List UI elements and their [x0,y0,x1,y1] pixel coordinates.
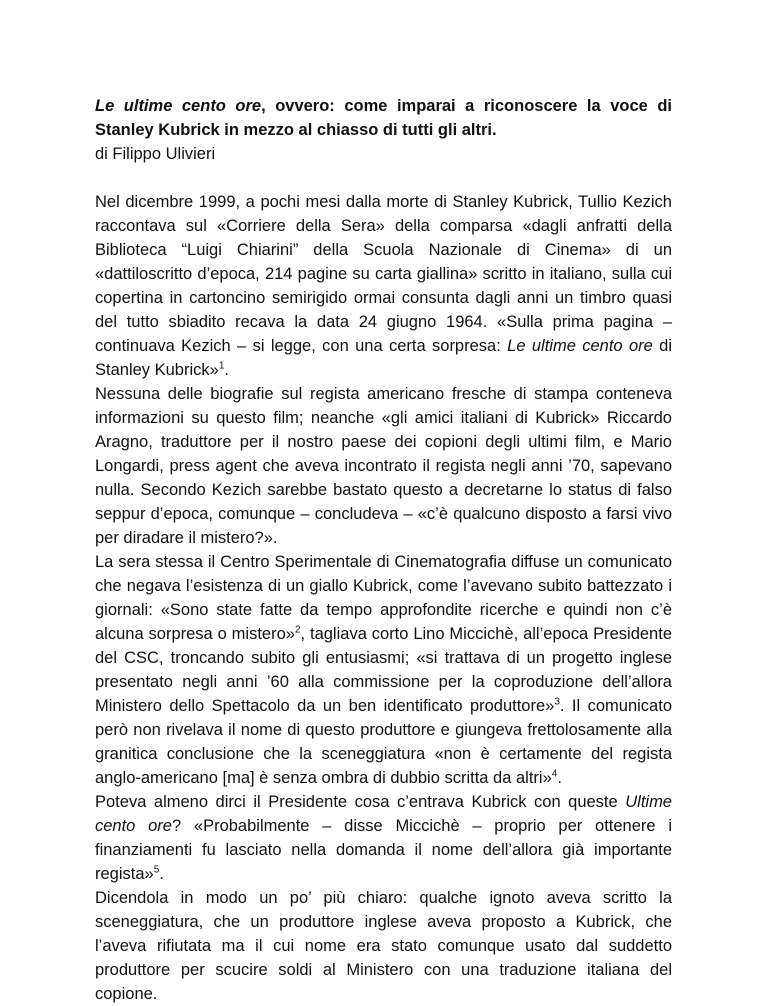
footnote-ref-5: 5 [153,864,160,876]
paragraph-5: Dicendola in modo un po’ più chiaro: qualche ignoto aveva scritto la sceneggiatura, che un produttore inglese aveva proposto a Kubrick, che l’aveva rifiutata ma il cui nome era stato comunque usato dal suddetto produttore per scucire soldi al Ministero con una traduzione italiana del copione. [95,889,672,1003]
paragraph-1: Nel dicembre 1999, a pochi mesi dalla morte di Stanley Kubrick, Tullio Kezich raccontava sul «Corriere della Sera» della comparsa «dagli anfratti della Biblioteca “Luigi Chiarini” della Scuola Nazionale di Cinema» di un «dattiloscritto d’epoca, 214 pagine su carta giallina» scritto in italiano, sulla cui copertina in cartoncino semirigido ormai consunta dagli anni un timbro quasi del tutto sbiadito recava la data 24 giugno 1964. «Sulla prima pagina – continuava Kezich – si legge, con una certa sorpresa: Le ultime cento ore di Stanley Kubrick»$^1$. [95,193,672,379]
paragraph-2: Nessuna delle biografie sul regista americano fresche di stampa conteneva informazioni su questo film; neanche «gli amici italiani di Kubrick» Riccardo Aragno, traduttore per il nostro paese dei copioni degli ultimi film, e Mario Longardi, press agent che aveva incontrato il regista negli anni ’70, sapevano nulla. Secondo Kezich sarebbe bastato questo a decretarne lo status di falso seppur d’epoca, comunque – concludeva – «c’è qualcuno disposto a farsi vivo per diradare il mistero?». [95,385,672,547]
footnote-ref-4: 4 [551,768,558,780]
paragraph-3: La sera stessa il Centro Sperimentale di Cinematografia diffuse un comunicato che negava l’esistenza di un giallo Kubrick, come l’avevano subito battezzato i giornali: «Sono state fatte da tempo approfondite ricerche e quindi non c’è alcuna sorpresa o mistero»$^2$, tagliava corto Lino Miccichè, all’epoca Presidente del CSC, troncando subito gli entusiasmi; «si trattava di un progetto inglese presentato negli anni ’60 alla commissione per la coproduzione dell’allora Ministero dello Spettacolo da un ben identificato produttore»$^3$. Il comunicato però non rivelava il nome di questo produttore e giungeva frettolosamente alla granitica conclusione che la sceneggiatura «non è certamente del regista anglo-americano [ma] è senza ombra di dubbio scritta da altri»$^4$. [95,553,672,787]
footnote-ref-2: 2 [294,624,301,636]
title-italic: Le ultime cento ore [95,97,262,115]
footnote-ref-3: 3 [554,696,560,708]
article-body [95,190,672,1006]
article-title [95,94,672,142]
title-rest: , ovvero: come imparai a riconoscere la voce di Stanley Kubrick in mezzo al chiasso di tutti gli altri. [95,97,672,139]
article-author: di Filippo Ulivieri [95,145,216,163]
paragraph-4: Poteva almeno dirci il Presidente cosa c’entrava Kubrick con queste Ultime cento ore? «Probabilmente – disse Miccichè – proprio per ottenere i finanziamenti fu lasciato nella domanda il nome dell’allora già importante regista»$^5$. [95,793,672,883]
document-page [95,94,672,1006]
footnote-ref-1: 1 [218,360,225,372]
